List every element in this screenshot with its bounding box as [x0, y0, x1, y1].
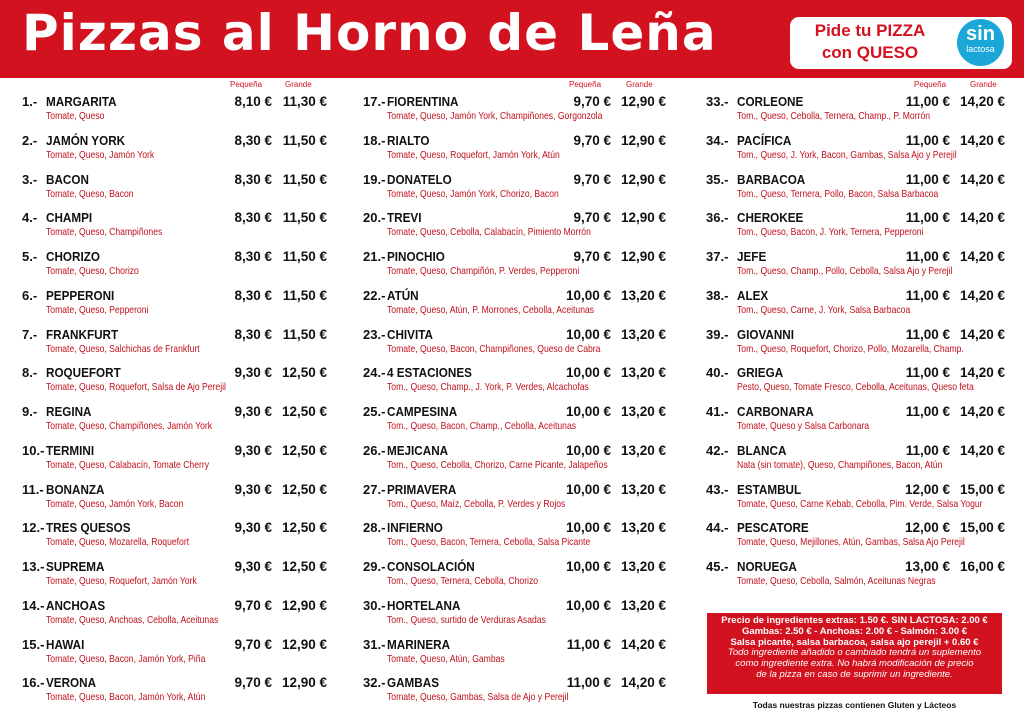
- pizza-number: 28.-: [363, 520, 386, 536]
- menu-item: [363, 209, 693, 248]
- badge-top-text: sin: [966, 23, 995, 45]
- pizza-ingredients: Tomate, Queso, Atún, Gambas: [387, 652, 505, 665]
- pizza-small: 9,30 €: [234, 442, 272, 458]
- pizza-name: CARBONARA: [737, 404, 814, 419]
- pizza-name: RIALTO: [387, 132, 430, 148]
- pizza-name: ATÚN: [387, 287, 419, 303]
- menu-item: [363, 248, 693, 287]
- pizza-number: 9.-: [22, 404, 38, 419]
- pizza-large: 13,20 €: [620, 287, 666, 303]
- pizza-small: 11,00 €: [905, 210, 950, 226]
- pizza-number: 21.-: [363, 249, 386, 264]
- pizza-large: 14,20 €: [959, 249, 1005, 264]
- pizza-large: 13,20 €: [620, 326, 666, 342]
- pizza-small: 8,30 €: [234, 171, 272, 187]
- pizza-small: 10,00 €: [565, 481, 611, 497]
- pizza-ingredients: Tomate, Queso, Bacon, Jamón York, Atún: [46, 691, 206, 704]
- pizza-ingredients: Tom., Queso, Champ., J. York, P. Verdes, Alcachofas: [387, 381, 589, 394]
- pizza-name: BARBACOA: [737, 171, 806, 187]
- pizza-ingredients: Tom., Queso, Ternera, Pollo, Bacon, Salsa Barbacoa: [737, 187, 939, 200]
- pizza-number: 18.-: [363, 132, 386, 148]
- menu-item: [22, 597, 352, 636]
- pizza-small: 9,70 €: [234, 636, 272, 652]
- pizza-large: 12,90 €: [281, 636, 327, 652]
- menu-column-1: [22, 93, 352, 713]
- pizza-number: 36.-: [706, 210, 729, 226]
- pizza-name: CORLEONE: [737, 94, 804, 109]
- pizza-small: 11,00 €: [905, 132, 950, 148]
- menu-item: [363, 674, 693, 713]
- pizza-small: 9,70 €: [573, 171, 611, 187]
- pizza-large: 13,20 €: [620, 597, 666, 613]
- pizza-number: 42.-: [706, 442, 729, 458]
- menu-item: [22, 132, 352, 171]
- pizza-number: 37.-: [706, 249, 729, 264]
- pizza-number: 16.-: [22, 675, 45, 691]
- pizza-number: 45.-: [706, 559, 729, 574]
- pizza-small: 9,30 €: [234, 559, 272, 574]
- pizza-name: FIORENTINA: [387, 94, 459, 109]
- extras-note: de la pizza en caso de suprimir un ingrediente.: [756, 668, 953, 680]
- pizza-ingredients: Tomate, Queso, Roquefort, Jamón York, Atún: [387, 148, 560, 161]
- menu-item: [363, 558, 693, 597]
- pizza-number: 31.-: [363, 636, 386, 652]
- pizza-large: 15,00 €: [959, 481, 1005, 497]
- pizza-large: 11,50 €: [282, 249, 327, 264]
- pizza-ingredients: Tomate, Queso, Cebolla, Calabacín, Pimiento Morrón: [387, 226, 591, 239]
- pizza-ingredients: Tomate, Queso: [46, 110, 105, 122]
- page-title: Pizzas al Horno de Leña: [22, 4, 717, 62]
- menu-item: [706, 481, 1024, 520]
- pizza-name: GIOVANNI: [737, 326, 794, 342]
- pizza-small: 13,00 €: [904, 559, 950, 574]
- pizza-ingredients: Tomate, Queso, Anchoas, Cebolla, Aceitunas: [46, 613, 219, 626]
- menu-item: [363, 287, 693, 326]
- pizza-small: 9,30 €: [234, 404, 272, 419]
- header-banner: [0, 0, 1024, 78]
- pizza-large: 14,20 €: [620, 636, 666, 652]
- pizza-number: 38.-: [706, 287, 729, 303]
- col3-small-label: Pequeña: [914, 80, 947, 89]
- pizza-name: FRANKFURT: [46, 326, 119, 342]
- menu-item: [363, 636, 693, 675]
- pizza-large: 13,20 €: [620, 404, 666, 419]
- pizza-small: 12,00 €: [904, 481, 950, 497]
- pizza-name: PESCATORE: [737, 520, 809, 536]
- pizza-name: MARINERA: [387, 636, 451, 652]
- pizza-name: MARGARITA: [46, 94, 117, 109]
- pizza-ingredients: Tomate, Queso, Jamón York, Bacon: [46, 497, 184, 510]
- pizza-small: 9,30 €: [234, 481, 272, 497]
- cheese-promo-box: [790, 17, 1012, 69]
- pizza-number: 8.-: [22, 365, 38, 381]
- pizza-ingredients: Tomate, Queso, Roquefort, Salsa de Ajo Perejil: [46, 381, 226, 394]
- menu-item: [22, 481, 352, 520]
- menu-item: [706, 93, 1024, 132]
- pizza-large: 12,50 €: [281, 404, 327, 419]
- pizza-number: 40.-: [706, 365, 729, 381]
- pizza-ingredients: Tomate, Queso, Champiñón, P. Verdes, Pepperoni: [387, 265, 580, 277]
- pizza-name: ROQUEFORT: [46, 365, 121, 381]
- menu-item: [363, 326, 693, 365]
- pizza-ingredients: Tomate, Queso, Mejillones, Atún, Gambas, Salsa Ajo Perejil: [737, 536, 965, 549]
- pizza-small: 11,00 €: [905, 171, 950, 187]
- menu-item: [363, 171, 693, 210]
- col2-large-label: Grande: [626, 80, 653, 89]
- pizza-number: 17.-: [363, 94, 386, 109]
- pizza-ingredients: Tomate, Queso, Jamón York: [46, 148, 155, 161]
- pizza-name: 4 ESTACIONES: [387, 365, 472, 381]
- pizza-name: BACON: [46, 171, 89, 187]
- pizza-large: 12,50 €: [281, 559, 327, 574]
- pizza-ingredients: Tom., Queso, Cebolla, Ternera, Champ., P. Morrón: [737, 110, 931, 122]
- lactose-free-badge-icon: [957, 19, 1004, 66]
- pizza-number: 34.-: [706, 132, 729, 148]
- pizza-name: CHIVITA: [387, 326, 433, 342]
- pizza-name: NORUEGA: [737, 559, 797, 574]
- pizza-small: 11,00 €: [905, 365, 950, 381]
- pizza-ingredients: Tomate, Queso, Jamón York, Chorizo, Bacon: [387, 187, 559, 200]
- pizza-large: 14,20 €: [959, 132, 1005, 148]
- pizza-name: CONSOLACIÓN: [387, 559, 475, 574]
- pizza-number: 30.-: [363, 597, 386, 613]
- pizza-number: 7.-: [22, 326, 38, 342]
- pizza-ingredients: Tom., Queso, Roquefort, Chorizo, Pollo, Mozarella, Champ.: [737, 342, 964, 355]
- pizza-number: 13.-: [22, 559, 45, 574]
- pizza-small: 10,00 €: [565, 404, 611, 419]
- pizza-name: MEJICANA: [387, 442, 449, 458]
- pizza-ingredients: Tom., Queso, Bacon, Ternera, Cebolla, Salsa Picante: [387, 536, 591, 549]
- pizza-name: JAMÓN YORK: [46, 132, 126, 148]
- pizza-small: 9,30 €: [234, 365, 272, 381]
- pizza-name: TRES QUESOS: [46, 520, 131, 536]
- pizza-small: 8,30 €: [234, 249, 272, 264]
- pizza-name: TREVI: [387, 210, 422, 226]
- menu-item: [363, 442, 693, 481]
- pizza-number: 41.-: [706, 404, 729, 419]
- pizza-name: PRIMAVERA: [387, 481, 457, 497]
- pizza-large: 13,20 €: [620, 559, 666, 574]
- pizza-ingredients: Tom., Queso, Carne, J. York, Salsa Barbacoa: [737, 303, 911, 316]
- pizza-small: 10,00 €: [565, 326, 611, 342]
- menu-item: [363, 481, 693, 520]
- menu-item: [22, 287, 352, 326]
- pizza-name: PINOCHIO: [387, 249, 445, 264]
- menu-item: [706, 132, 1024, 171]
- pizza-small: 9,70 €: [573, 132, 611, 148]
- pizza-small: 9,70 €: [573, 94, 611, 109]
- pizza-name: BONANZA: [46, 481, 105, 497]
- menu-column-3: [706, 93, 1024, 597]
- pizza-small: 11,00 €: [905, 442, 950, 458]
- pizza-name: CHORIZO: [46, 249, 100, 264]
- pizza-ingredients: Tomate, Queso, Salchichas de Frankfurt: [46, 342, 200, 355]
- pizza-small: 9,30 €: [234, 520, 272, 536]
- pizza-small: 11,00 €: [905, 404, 950, 419]
- pizza-ingredients: Pesto, Queso, Tomate Fresco, Cebolla, Aceitunas, Queso feta: [737, 381, 974, 394]
- pizza-number: 19.-: [363, 171, 386, 187]
- pizza-large: 12,90 €: [620, 94, 666, 109]
- pizza-number: 29.-: [363, 559, 386, 574]
- pizza-number: 6.-: [22, 287, 38, 303]
- pizza-small: 10,00 €: [565, 442, 611, 458]
- pizza-large: 11,50 €: [282, 326, 327, 342]
- pizza-ingredients: Tomate, Queso, Gambas, Salsa de Ajo y Perejil: [387, 691, 569, 704]
- pizza-number: 3.-: [22, 171, 38, 187]
- pizza-number: 33.-: [706, 94, 729, 109]
- pizza-small: 11,00 €: [905, 287, 950, 303]
- pizza-number: 43.-: [706, 481, 729, 497]
- pizza-name: REGINA: [46, 404, 92, 419]
- pizza-large: 14,20 €: [620, 675, 666, 691]
- pizza-large: 12,50 €: [281, 520, 327, 536]
- pizza-small: 10,00 €: [565, 520, 611, 536]
- pizza-small: 8,30 €: [234, 287, 272, 303]
- pizza-large: 12,90 €: [620, 171, 666, 187]
- pizza-large: 14,20 €: [959, 404, 1005, 419]
- menu-item: [706, 442, 1024, 481]
- pizza-small: 12,00 €: [904, 520, 950, 536]
- pizza-ingredients: Tom., Queso, J. York, Bacon, Gambas, Salsa Ajo y Perejil: [737, 148, 957, 161]
- pizza-ingredients: Tom., Queso, Cebolla, Chorizo, Carne Picante, Jalapeños: [387, 458, 608, 471]
- pizza-small: 11,00 €: [566, 675, 611, 691]
- pizza-name: ESTAMBUL: [737, 481, 802, 497]
- pizza-ingredients: Tomate, Queso y Salsa Carbonara: [737, 420, 870, 432]
- pizza-ingredients: Tomate, Queso, Bacon, Champiñones, Queso de Cabra: [387, 342, 601, 355]
- menu-item: [706, 519, 1024, 558]
- badge-bottom-text: lactosa: [966, 44, 995, 54]
- pizza-small: 11,00 €: [905, 249, 950, 264]
- pizza-large: 12,50 €: [281, 442, 327, 458]
- menu-item: [22, 209, 352, 248]
- menu-item: [22, 364, 352, 403]
- pizza-large: 13,20 €: [620, 481, 666, 497]
- pizza-ingredients: Tomate, Queso, Calabacín, Tomate Cherry: [46, 458, 210, 471]
- pizza-large: 12,90 €: [620, 132, 666, 148]
- pizza-name: VERONA: [46, 675, 97, 691]
- extras-note: como ingrediente extra. No habrá modificación de precio: [735, 658, 974, 670]
- menu-item: [22, 326, 352, 365]
- pizza-large: 11,50 €: [282, 287, 327, 303]
- menu-item: [363, 132, 693, 171]
- pizza-small: 8,10 €: [234, 94, 272, 109]
- pizza-name: PACÍFICA: [737, 132, 792, 148]
- pizza-name: INFIERNO: [387, 520, 443, 536]
- menu-item: [706, 287, 1024, 326]
- pizza-number: 20.-: [363, 210, 386, 226]
- pizza-name: CHEROKEE: [737, 210, 804, 226]
- menu-item: [706, 558, 1024, 597]
- menu-item: [22, 248, 352, 287]
- pizza-large: 14,20 €: [959, 442, 1005, 458]
- pizza-number: 15.-: [22, 636, 45, 652]
- pizza-name: CAMPESINA: [387, 404, 458, 419]
- pizza-large: 14,20 €: [959, 287, 1005, 303]
- pizza-ingredients: Tom., Queso, surtido de Verduras Asadas: [387, 613, 546, 626]
- pizza-ingredients: Tomate, Queso, Pepperoni: [46, 303, 149, 316]
- pizza-ingredients: Tomate, Queso, Atún, P. Morrones, Cebolla, Aceitunas: [387, 303, 595, 316]
- pizza-small: 10,00 €: [565, 559, 611, 574]
- pizza-name: JEFE: [737, 249, 767, 264]
- pizza-large: 11,50 €: [282, 171, 327, 187]
- pizza-ingredients: Tom., Queso, Bacon, Champ., Cebolla, Aceitunas: [387, 420, 577, 432]
- pizza-name: GAMBAS: [387, 675, 440, 691]
- menu-item: [706, 171, 1024, 210]
- menu-item: [22, 558, 352, 597]
- col1-large-label: Grande: [285, 80, 312, 89]
- pizza-name: BLANCA: [737, 442, 787, 458]
- menu-item: [363, 364, 693, 403]
- menu-item: [363, 403, 693, 442]
- pizza-small: 9,70 €: [234, 597, 272, 613]
- pizza-small: 10,00 €: [565, 365, 611, 381]
- menu-item: [22, 403, 352, 442]
- pizza-large: 12,90 €: [281, 597, 327, 613]
- pizza-ingredients: Tom., Queso, Champ., Pollo, Cebolla, Salsa Ajo y Perejil: [737, 265, 953, 277]
- pizza-large: 13,20 €: [620, 365, 666, 381]
- extras-line: Salsa picante, salsa barbacoa, salsa ajo perejil + 0.60 €: [730, 636, 979, 648]
- pizza-small: 10,00 €: [565, 287, 611, 303]
- pizza-small: 9,70 €: [573, 210, 611, 226]
- pizza-large: 13,20 €: [620, 442, 666, 458]
- pizza-small: 9,70 €: [234, 675, 272, 691]
- pizza-number: 23.-: [363, 326, 386, 342]
- menu-item: [706, 326, 1024, 365]
- pizza-name: TERMINI: [46, 442, 95, 458]
- pizza-small: 11,00 €: [905, 326, 950, 342]
- menu-item: [22, 674, 352, 713]
- pizza-name: PEPPERONI: [46, 287, 115, 303]
- menu-item: [22, 171, 352, 210]
- promo-line-1: Pide tu PIZZA: [814, 21, 926, 40]
- pizza-large: 14,20 €: [959, 94, 1005, 109]
- pizza-number: 5.-: [22, 249, 38, 264]
- pizza-large: 16,00 €: [959, 559, 1005, 574]
- pizza-name: ANCHOAS: [46, 597, 106, 613]
- pizza-number: 26.-: [363, 442, 386, 458]
- pizza-large: 12,50 €: [281, 481, 327, 497]
- menu-item: [363, 597, 693, 636]
- menu-item: [363, 93, 693, 132]
- pizza-ingredients: Nata (sin tomate), Queso, Champiñones, Bacon, Atún: [737, 458, 943, 471]
- pizza-large: 14,20 €: [959, 365, 1005, 381]
- pizza-number: 32.-: [363, 675, 386, 691]
- pizza-number: 39.-: [706, 326, 729, 342]
- pizza-ingredients: Tomate, Queso, Jamón York, Champiñones, Gorgonzola: [387, 110, 603, 122]
- pizza-ingredients: Tomate, Queso, Chorizo: [46, 265, 139, 277]
- menu-item: [22, 519, 352, 558]
- pizza-small: 10,00 €: [565, 597, 611, 613]
- promo-line-2: con QUESO: [821, 43, 919, 62]
- pizza-name: GRIEGA: [737, 365, 784, 381]
- menu-item: [22, 93, 352, 132]
- pizza-large: 15,00 €: [959, 520, 1005, 536]
- extras-line: Precio de ingredientes extras: 1.50 €. SIN LACTOSA: 2.00 €: [721, 615, 988, 626]
- allergen-note: Todas nuestras pizzas contienen Gluten y Lácteos: [752, 700, 957, 710]
- pizza-ingredients: Tomate, Queso, Mozarella, Roquefort: [46, 536, 190, 549]
- pizza-large: 11,30 €: [282, 94, 327, 109]
- pizza-ingredients: Tomate, Queso, Carne Kebab, Cebolla, Pim. Verde, Salsa Yogur: [737, 497, 983, 510]
- col2-small-label: Pequeña: [569, 80, 602, 89]
- pizza-number: 10.-: [22, 442, 45, 458]
- pizza-number: 25.-: [363, 404, 386, 419]
- pizza-large: 12,50 €: [281, 365, 327, 381]
- pizza-number: 4.-: [22, 210, 38, 226]
- pizza-small: 8,30 €: [234, 210, 272, 226]
- pizza-name: HAWAI: [46, 636, 85, 652]
- pizza-number: 24.-: [363, 365, 386, 381]
- menu-item: [706, 209, 1024, 248]
- pizza-ingredients: Tom., Queso, Maíz, Cebolla, P. Verdes y Rojos: [387, 497, 566, 510]
- pizza-large: 11,50 €: [282, 210, 327, 226]
- pizza-number: 14.-: [22, 597, 45, 613]
- pizza-number: 12.-: [22, 520, 45, 536]
- pizza-ingredients: Tom., Queso, Bacon, J. York, Ternera, Pepperoni: [737, 226, 924, 239]
- menu-item: [706, 403, 1024, 442]
- extras-note: Todo ingrediente añadido o cambiado tendrá un suplemento: [727, 647, 982, 659]
- pizza-large: 14,20 €: [959, 326, 1005, 342]
- pizza-large: 12,90 €: [620, 210, 666, 226]
- pizza-number: 11.-: [22, 481, 44, 497]
- pizza-number: 44.-: [706, 520, 729, 536]
- menu-item: [22, 636, 352, 675]
- pizza-ingredients: Tomate, Queso, Champiñones, Jamón York: [46, 420, 213, 432]
- pizza-name: HORTELANA: [387, 597, 461, 613]
- menu-column-2: [363, 93, 693, 713]
- pizza-large: 12,90 €: [281, 675, 327, 691]
- pizza-small: 8,30 €: [234, 326, 272, 342]
- pizza-ingredients: Tomate, Queso, Bacon, Jamón York, Piña: [46, 652, 206, 665]
- pizza-small: 11,00 €: [566, 636, 611, 652]
- pizza-number: 22.-: [363, 287, 386, 303]
- pizza-number: 2.-: [22, 132, 38, 148]
- pizza-ingredients: Tomate, Queso, Roquefort, Jamón York: [46, 575, 197, 587]
- pizza-name: CHAMPI: [46, 210, 93, 226]
- pizza-number: 35.-: [706, 171, 729, 187]
- pizza-ingredients: Tomate, Queso, Champiñones: [46, 226, 163, 239]
- menu-item: [706, 364, 1024, 403]
- pizza-small: 8,30 €: [234, 132, 272, 148]
- pizza-ingredients: Tom., Queso, Ternera, Cebolla, Chorizo: [387, 575, 539, 587]
- pizza-number: 1.-: [22, 94, 38, 109]
- col1-small-label: Pequeña: [230, 80, 263, 89]
- pizza-name: ALEX: [737, 287, 769, 303]
- menu-item: [706, 248, 1024, 287]
- col3-large-label: Grande: [970, 80, 997, 89]
- pizza-name: DONATELO: [387, 171, 452, 187]
- pizza-large: 13,20 €: [620, 520, 666, 536]
- extras-line: Gambas: 2.50 € - Anchoas: 2.00 € - Salmón: 3.00 €: [741, 625, 968, 637]
- pizza-ingredients: Tomate, Queso, Cebolla, Salmón, Aceitunas Negras: [737, 575, 936, 587]
- pizza-number: 27.-: [363, 481, 386, 497]
- pizza-large: 11,50 €: [282, 132, 327, 148]
- pizza-name: SUPREMA: [46, 559, 105, 574]
- pizza-small: 9,70 €: [573, 249, 611, 264]
- menu-item: [363, 519, 693, 558]
- extras-price-box: [707, 613, 1002, 694]
- pizza-ingredients: Tomate, Queso, Bacon: [46, 187, 134, 200]
- pizza-large: 14,20 €: [959, 210, 1005, 226]
- pizza-large: 12,90 €: [620, 249, 666, 264]
- pizza-small: 11,00 €: [905, 94, 950, 109]
- pizza-large: 14,20 €: [959, 171, 1005, 187]
- menu-item: [22, 442, 352, 481]
